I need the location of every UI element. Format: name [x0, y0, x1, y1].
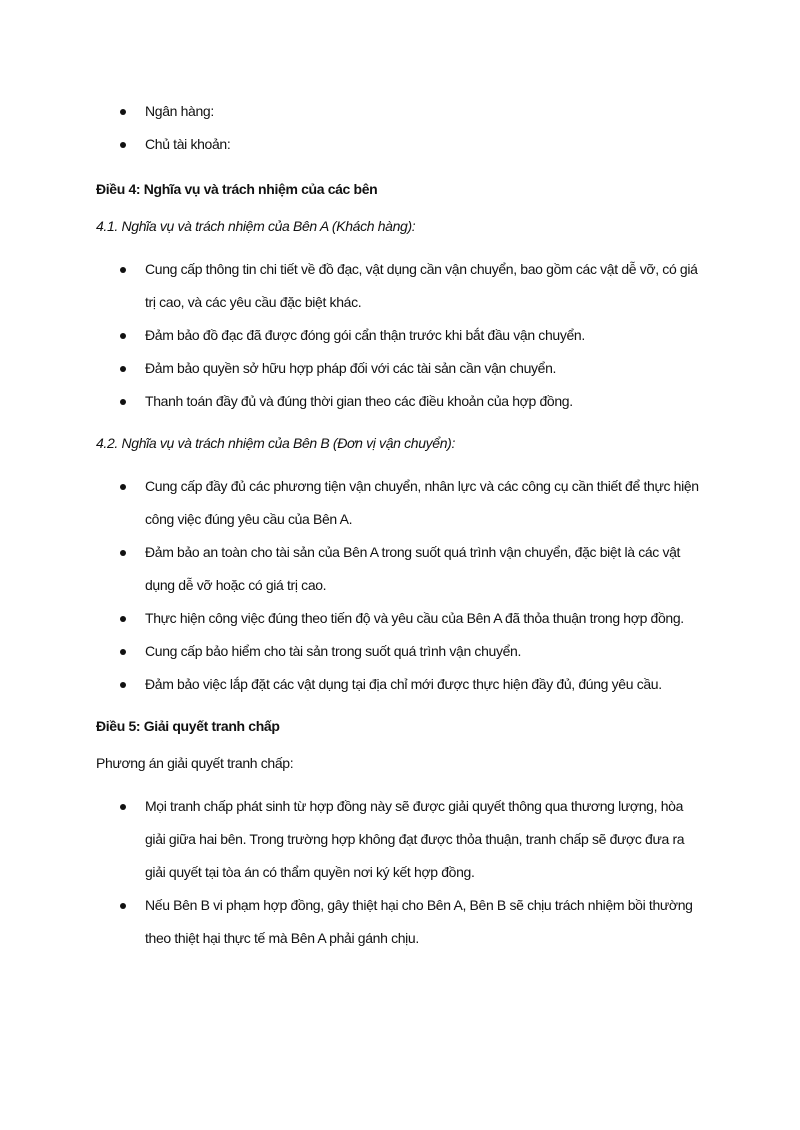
- bullet-icon: [120, 109, 126, 115]
- article-4-heading: Điều 4: Nghĩa vụ và trách nhiệm của các bên: [96, 181, 378, 197]
- list-item-text: Cung cấp thông tin chi tiết về đồ đạc, vật dụng cần vận chuyển, bao gồm các vật dễ vỡ, có giá trị cao, và các yêu cầu đặc biệt khác.: [145, 261, 698, 310]
- bullet-icon: [120, 649, 126, 655]
- list-item: [145, 635, 704, 668]
- article-5-list: [96, 790, 704, 955]
- list-item-text: Mọi tranh chấp phát sinh từ hợp đồng này sẽ được giải quyết thông qua thương lượng, hòa giải giữa hai bên. Trong trường hợp không đạt được thỏa thuận, tranh chấp sẽ được đưa ra giải quyết tại tòa án có thẩm quyền nơi ký kết hợp đồng.: [145, 798, 685, 880]
- bullet-icon: [120, 267, 126, 273]
- list-item-text: Đảm bảo an toàn cho tài sản của Bên A trong suốt quá trình vận chuyển, đặc biệt là các vật dụng dễ vỡ hoặc có giá trị cao.: [145, 544, 681, 593]
- bullet-icon: [120, 333, 126, 339]
- section-4-2-list: [96, 470, 704, 701]
- list-item: [145, 385, 704, 418]
- bullet-icon: [120, 903, 126, 909]
- list-item-text: Chủ tài khoản:: [145, 136, 231, 152]
- bullet-icon: [120, 142, 126, 148]
- list-item: [145, 128, 704, 161]
- bullet-icon: [120, 616, 126, 622]
- bullet-icon: [120, 484, 126, 490]
- list-item-text: Cung cấp bảo hiểm cho tài sản trong suốt quá trình vận chuyển.: [145, 643, 522, 659]
- article-5-heading: Điều 5: Giải quyết tranh chấp: [96, 718, 280, 734]
- list-item-text: Thực hiện công việc đúng theo tiến độ và yêu cầu của Bên A đã thỏa thuận trong hợp đồng.: [145, 610, 684, 626]
- list-item: [145, 536, 704, 602]
- list-item: [145, 352, 704, 385]
- list-item: [145, 602, 704, 635]
- bank-info-list: [96, 95, 704, 161]
- bullet-icon: [120, 550, 126, 556]
- list-item-text: Cung cấp đầy đủ các phương tiện vận chuyển, nhân lực và các công cụ cần thiết để thực hiện công việc đúng yêu cầu của Bên A.: [145, 478, 699, 527]
- article-5-intro: Phương án giải quyết tranh chấp:: [96, 755, 294, 771]
- list-item-text: Đảm bảo đồ đạc đã được đóng gói cẩn thận trước khi bắt đầu vận chuyển.: [145, 327, 585, 343]
- list-item: [145, 319, 704, 352]
- list-item: [145, 889, 704, 955]
- section-4-1-title: 4.1. Nghĩa vụ và trách nhiệm của Bên A (Khách hàng):: [96, 218, 416, 234]
- list-item-text: Đảm bảo việc lắp đặt các vật dụng tại địa chỉ mới được thực hiện đầy đủ, đúng yêu cầu.: [145, 676, 662, 692]
- bullet-icon: [120, 804, 126, 810]
- list-item-text: Nếu Bên B vi phạm hợp đồng, gây thiệt hại cho Bên A, Bên B sẽ chịu trách nhiệm bồi thường theo thiệt hại thực tế mà Bên A phải gánh chịu.: [145, 897, 693, 946]
- list-item: [145, 668, 704, 701]
- list-item: [145, 470, 704, 536]
- list-item-text: Ngân hàng:: [145, 103, 214, 119]
- list-item: [145, 253, 704, 319]
- list-item: [145, 95, 704, 128]
- list-item-text: Đảm bảo quyền sở hữu hợp pháp đối với các tài sản cần vận chuyển.: [145, 360, 557, 376]
- list-item-text: Thanh toán đầy đủ và đúng thời gian theo các điều khoản của hợp đồng.: [145, 393, 573, 409]
- bullet-icon: [120, 399, 126, 405]
- section-4-1-list: [96, 253, 704, 418]
- list-item: [145, 790, 704, 889]
- section-4-2-title: 4.2. Nghĩa vụ và trách nhiệm của Bên B (Đơn vị vận chuyển):: [96, 435, 456, 451]
- bullet-icon: [120, 682, 126, 688]
- bullet-icon: [120, 366, 126, 372]
